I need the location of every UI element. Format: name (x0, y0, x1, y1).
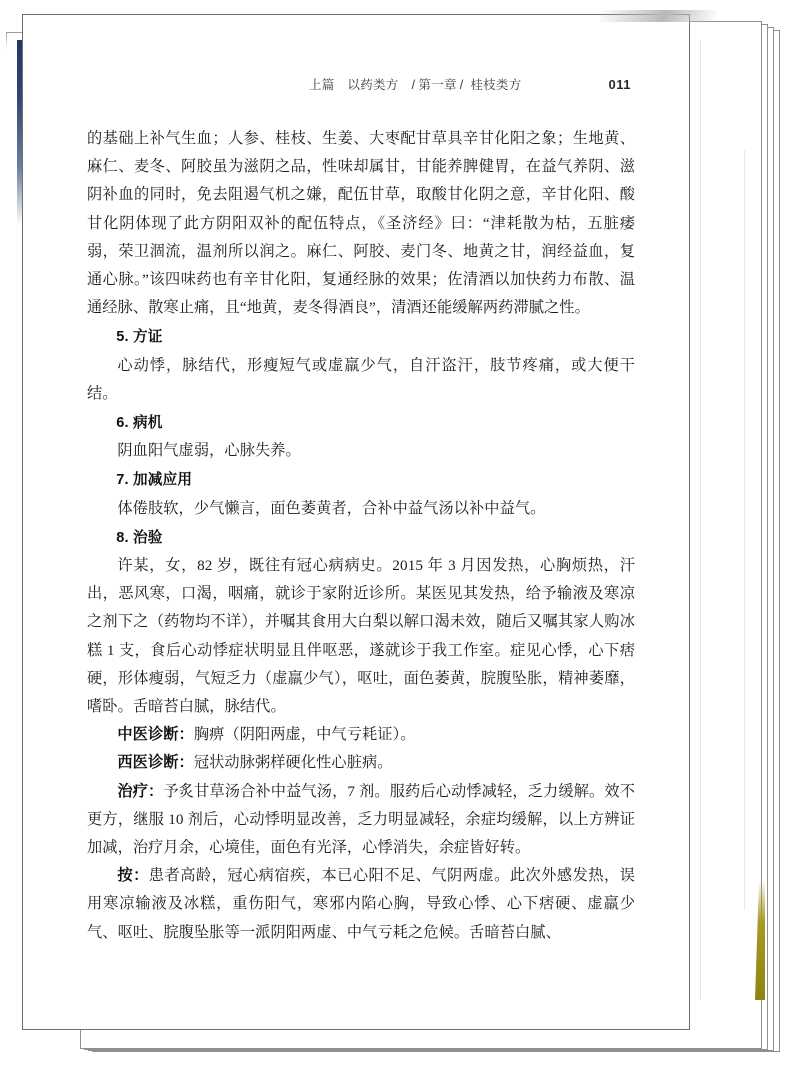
page-seam-2 (744, 150, 745, 910)
body-column (87, 125, 635, 947)
paragraph-bingji: 阴血阳气虚弱，心脉失养。 (117, 442, 301, 460)
entry-treatment (87, 778, 635, 863)
running-head-topic: 桂枝类方 (470, 78, 522, 92)
running-head-separator-close: / (459, 78, 464, 92)
page-corner-bevel (600, 10, 716, 22)
running-head-separator-open: / (411, 78, 416, 92)
running-head-chapter: 第一章 (418, 78, 457, 92)
entry-tcm-diagnosis-label: 中医诊断： (117, 726, 194, 744)
entry-western-diagnosis-label: 西医诊断： (117, 754, 194, 772)
entry-commentary-label: 按： (117, 867, 149, 885)
subheading-jiajian-yingyong: 7. 加减应用 (116, 472, 193, 489)
paragraph-zhiyan: 许某，女，82 岁，既往有冠心病病史。2015 年 3 月因发热，心胸烦热，汗出，恶风寒，口渴，咽痛，就诊于家附近诊所。某医见其发热，给予输液及寒凉之剂下之（药物均不详），并嘱其食用大白梨以解口渴未效，随后又嘱其家人购冰糕 1 支，食后心动悸症状明显且伴呕恶，遂就诊于我工作室。症见心悸，心下痞硬，形体瘦弱，气短乏力（虚羸少气），呕吐，面色萎黄，脘腹坠胀，精神萎靡，嗜卧。舌暗苔白腻，脉结代。 (87, 557, 635, 716)
entry-treatment-text: 予炙甘草汤合补中益气汤，7 剂。服药后心动悸减轻，乏力缓解。效不更方，继服 10 剂后，心动悸明显改善，乏力明显减轻，余症均缓解，以上方辨证加减，治疗月余，心境佳，面色有光泽，心悸消失，余症皆好转。 (87, 782, 635, 857)
running-head (79, 75, 639, 93)
page-seam-1 (700, 40, 701, 1000)
folio-page-number: 011 (608, 77, 631, 92)
continued-paragraph: 的基础上补气生血；人参、桂枝、生姜、大枣配甘草具辛甘化阳之象；生地黄、麻仁、麦冬、阿胶虽为滋阴之品，性味却属甘，甘能养脾健胃，在益气养阴、滋阴补血的同时，免去阻遏气机之嫌，配伍甘草，取酸甘化阴之意，辛甘化阳、酸甘化阴体现了此方阴阳双补的配伍特点，《圣济经》曰：“津耗散为枯，五脏痿弱，荣卫涸流，温剂所以润之。麻仁、阿胶、麦门冬、地黄之甘，润经益血，复通心脉。”该四味药也有辛甘化阳，复通经脉的效果；佐清酒以加快药力布散、温通经脉、散寒止痛，且“地黄，麦冬得酒良”，清酒还能缓解两药滞腻之性。 (87, 130, 635, 317)
subheading-bingji: 6. 病机 (116, 415, 163, 432)
entry-commentary-text: 患者高龄，冠心病宿疾，本已心阳不足、气阴两虚。此次外感发热，误用寒凉输液及冰糕，重伤阳气，寒邪内陷心胸，导致心悸、心下痞硬、虚羸少气、呕吐、脘腹坠胀等一派阴阳两虚、中气亏耗之危候。舌暗苔白腻、 (87, 867, 635, 941)
entry-western-diagnosis (87, 749, 635, 777)
entry-commentary (87, 862, 635, 947)
running-head-section: 上篇 以药类方 (309, 78, 399, 92)
entry-tcm-diagnosis-text: 胸痹（阴阳两虚，中气亏耗证）。 (193, 726, 416, 744)
entry-treatment-label: 治疗： (117, 782, 164, 800)
subheading-fangzheng: 5. 方证 (116, 329, 163, 346)
paragraph-fangzheng: 心动悸，脉结代，形瘦短气或虚羸少气，自汗盗汗，肢节疼痛，或大便干结。 (87, 356, 635, 402)
running-head-left (309, 75, 532, 93)
entry-tcm-diagnosis (87, 721, 635, 749)
subheading-zhiyan: 8. 治验 (116, 529, 163, 546)
paragraph-jiajian-yingyong: 体倦肢软，少气懒言，面色萎黄者，合补中益气汤以补中益气。 (117, 499, 546, 517)
entry-western-diagnosis-text: 冠状动脉粥样硬化性心脏病。 (193, 754, 393, 772)
book-page (22, 14, 690, 1030)
